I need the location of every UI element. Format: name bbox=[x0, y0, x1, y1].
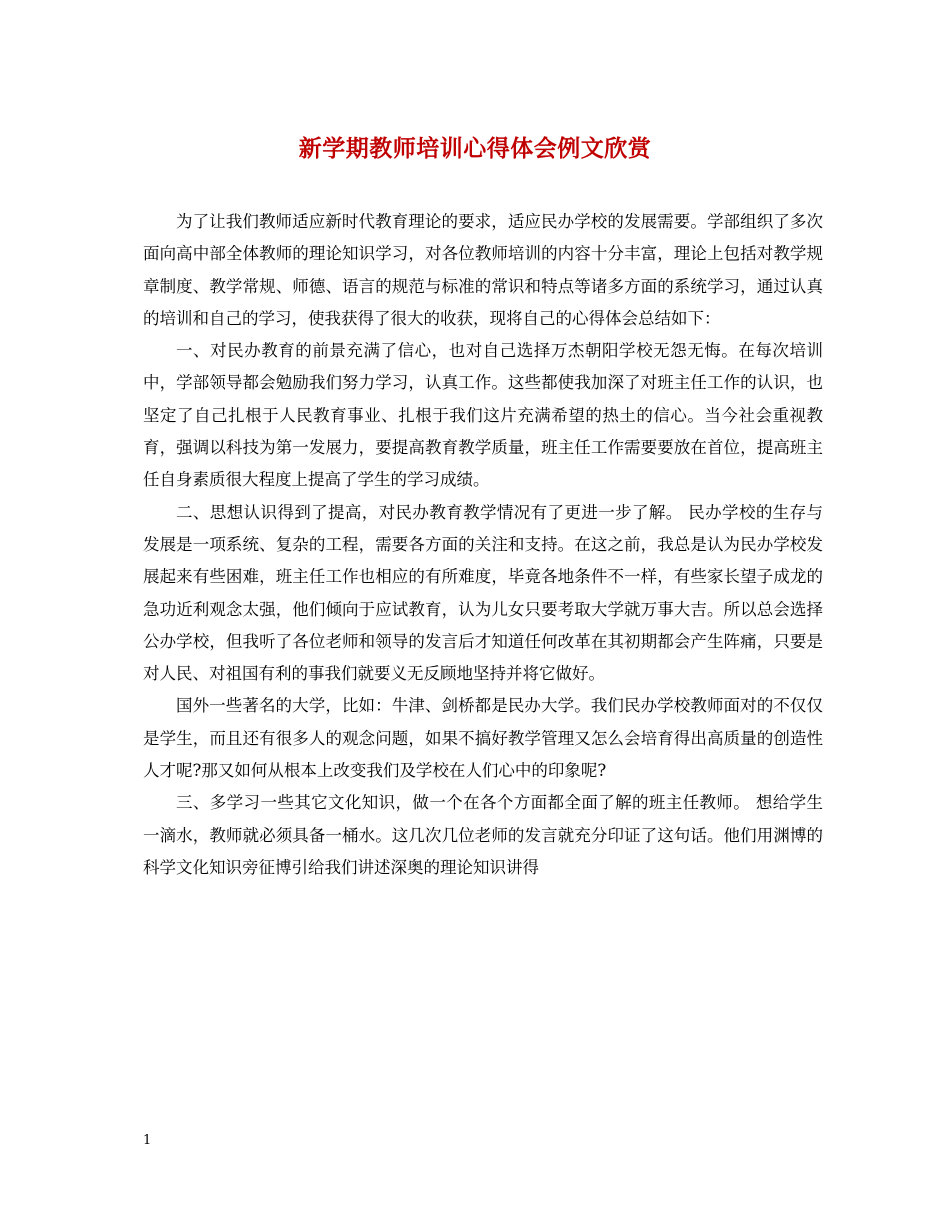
paragraph-foreign-universities: 国外一些著名的大学，比如：牛津、剑桥都是民办大学。我们民办学校教师面对的不仅仅是学生，而且还有很多人的观念问题，如果不搞好教学管理又怎么会培育得出高质量的创造性人才呢?那又如何从根本上改变我们及学校在人们心中的印象呢? bbox=[143, 696, 823, 781]
page-number: 1 bbox=[143, 1133, 152, 1148]
paragraph-intro: 为了让我们教师适应新时代教育理论的要求，适应民办学校的发展需要。学部组织了多次面向高中部全体教师的理论知识学习，对各位教师培训的内容十分丰富，理论上包括对教学规章制度、教学常规、师德、语言的规范与标准的常识和特点等诸多方面的系统学习，通过认真的培训和自己的学习，使我获得了很大的收获，现将自己的心得体会总结如下： bbox=[143, 212, 823, 328]
paragraph-two: 二、思想认识得到了提高，对民办教育教学情况有了更进一步了解。 民办学校的生存与发展是一项系统、复杂的工程，需要各方面的关注和支持。在这之前，我总是认为民办学校发展起来有些困难，班主任工作也相应的有所难度，毕竟各地条件不一样，有些家长望子成龙的急功近利观念太强，他们倾向于应试教育，认为儿女只要考取大学就万事大吉。所以总会选择公办学校，但我听了各位老师和领导的发言后才知道任何改革在其初期都会产生阵痛，只要是对人民、对祖国有利的事我们就要义无反顾地坚持并将它做好。 bbox=[143, 502, 823, 684]
paragraph-three: 三、多学习一些其它文化知识，做一个在各个方面都全面了解的班主任教师。 想给学生一滴水，教师就必须具备一桶水。这几次几位老师的发言就充分印证了这句话。他们用渊博的科学文化知识旁征博引给我们讲述深奥的理论知识讲得 bbox=[143, 793, 823, 877]
paragraph-one: 一、对民办教育的前景充满了信心，也对自己选择万杰朝阳学校无怨无悔。在每次培训中，学部领导都会勉励我们努力学习，认真工作。这些都使我加深了对班主任工作的认识，也坚定了自己扎根于人民教育事业、扎根于我们这片充满希望的热土的信心。当今社会重视教育，强调以科技为第一发展力，要提高教育教学质量，班主任工作需要要放在首位，提高班主任自身素质很大程度上提高了学生的学习成绩。 bbox=[143, 341, 823, 490]
document-title: 新学期教师培训心得体会例文欣赏 bbox=[298, 135, 652, 162]
document-body bbox=[143, 206, 823, 884]
